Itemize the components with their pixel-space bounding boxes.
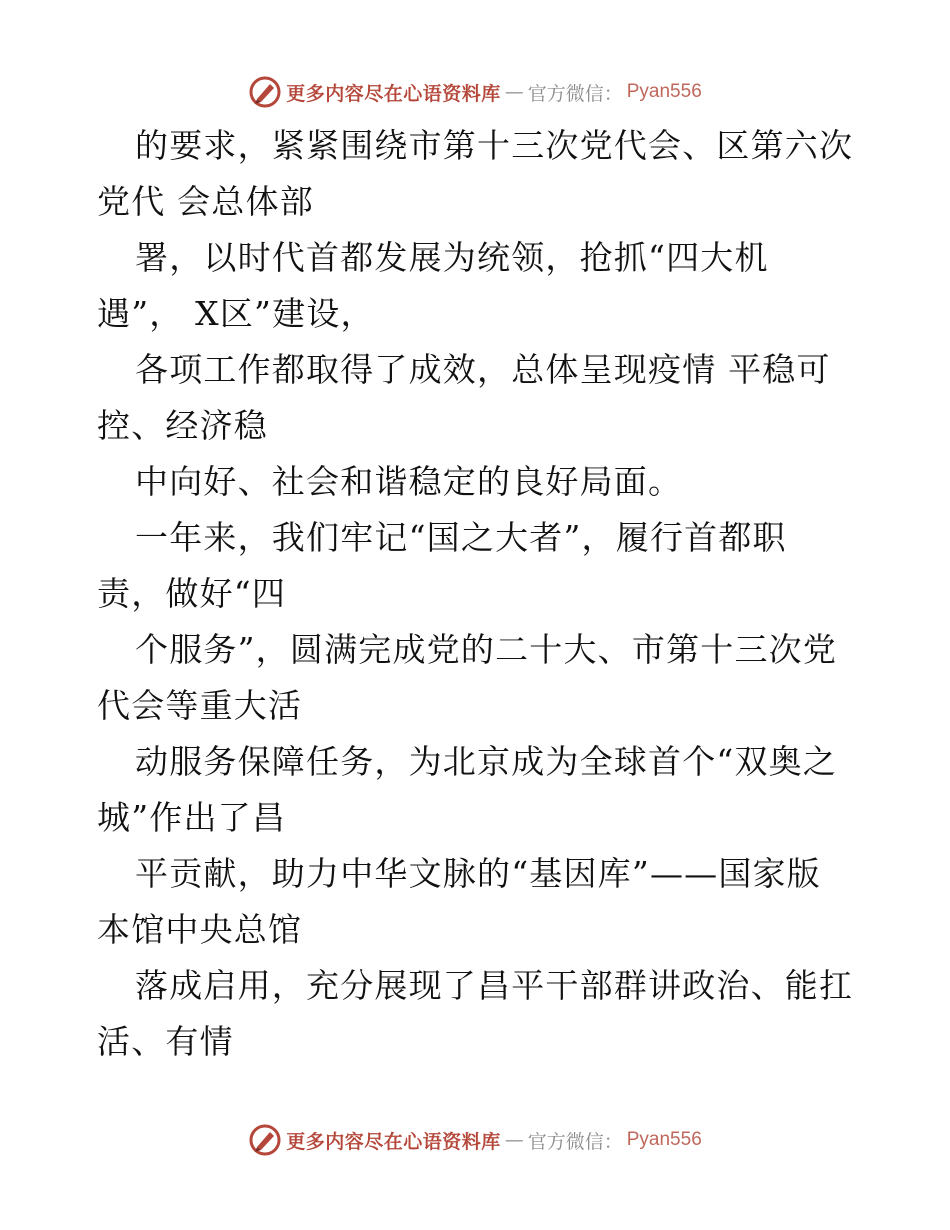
text-line-10: 个服务”，圆满完成党的二十大、市第十三次党	[135, 630, 838, 669]
pen-logo-icon	[248, 75, 282, 109]
watermark-dash: —	[504, 1129, 524, 1151]
watermark-wechat-label: 官方微信：	[527, 1130, 623, 1153]
text-line-3: 署，以时代首都发展为统领，抢抓“四大机	[135, 238, 769, 277]
footer-watermark	[0, 1120, 950, 1160]
watermark-wechat-label: 官方微信：	[527, 82, 623, 105]
text-line-6: 控、经济稳	[97, 406, 268, 445]
watermark-dash: —	[504, 81, 524, 103]
text-line-12: 动服务保障任务，为北京成为全球首个“双奥之	[135, 742, 838, 781]
document-body	[97, 118, 857, 1070]
text-line-13: 城”作出了昌	[97, 798, 287, 837]
text-line-9: 责，做好“四	[97, 574, 287, 613]
text-line-14: 平贡献，助力中华文脉的“基因库”——国家版	[135, 854, 821, 893]
text-line-2: 党代 会总体部	[97, 182, 314, 221]
text-line-15: 本馆中央总馆	[97, 910, 303, 949]
text-line-1: 的要求，紧紧围绕市第十三次党代会、区第六次	[135, 126, 854, 165]
text-line-17: 活、有情	[97, 1022, 234, 1061]
text-line-7: 中向好、社会和谐稳定的良好局面。	[135, 462, 683, 501]
text-line-8: 一年来，我们牢记“国之大者”，履行首都职	[135, 518, 787, 557]
watermark-site-text: 更多内容尽在心语资料库	[286, 1130, 501, 1153]
text-line-5: 各项工作都取得了成效，总体呈现疫情 平稳可	[135, 350, 831, 389]
watermark-site-text: 更多内容尽在心语资料库	[286, 82, 501, 105]
pen-logo-icon	[248, 1123, 282, 1157]
header-watermark	[0, 72, 950, 112]
text-line-11: 代会等重大活	[97, 686, 303, 725]
text-line-16: 落成启用，充分展现了昌平干部群讲政治、能扛	[135, 966, 854, 1005]
text-line-4: 遇”， X区”建设，	[97, 294, 375, 333]
watermark-wechat-id: Pyan556	[626, 1129, 702, 1150]
watermark-wechat-id: Pyan556	[626, 81, 702, 102]
